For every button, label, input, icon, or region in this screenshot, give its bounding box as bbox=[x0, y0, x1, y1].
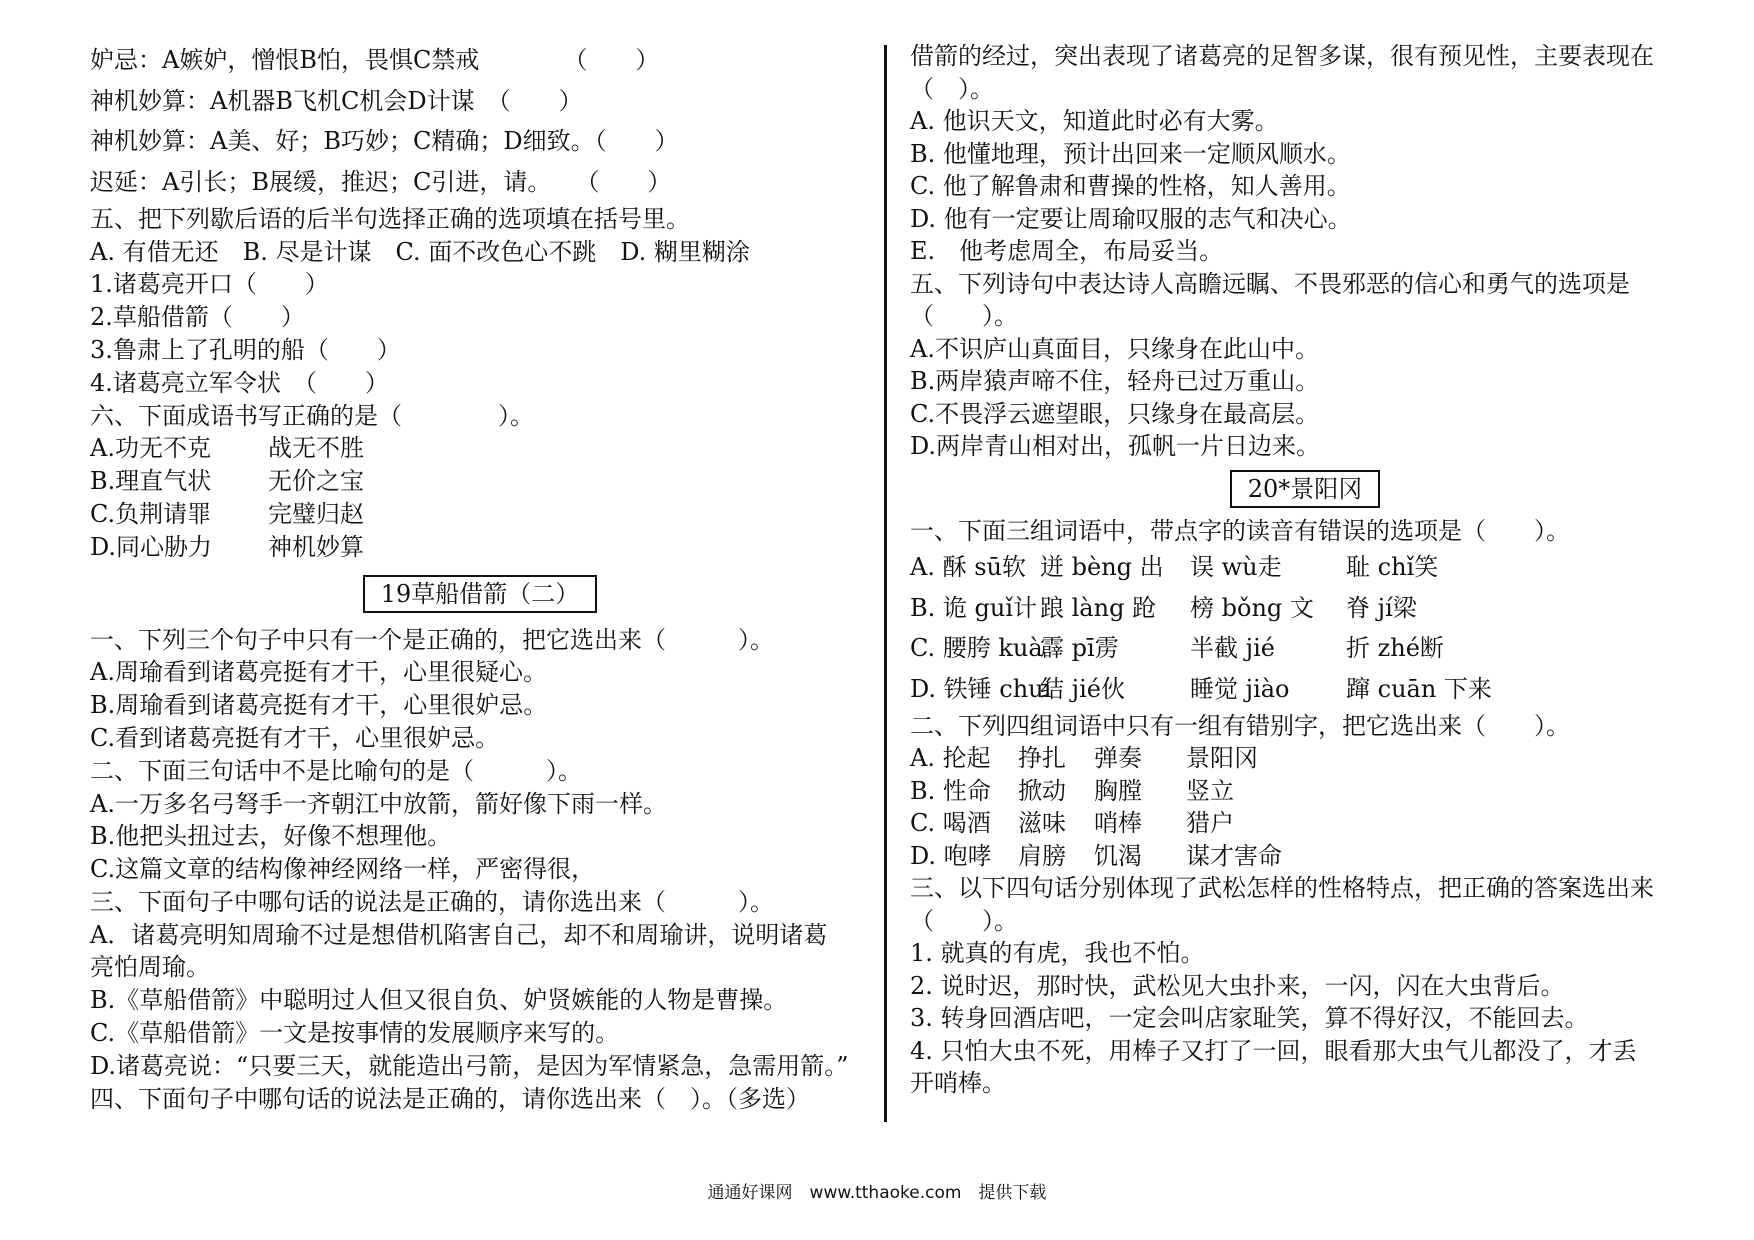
option-cell: 竖立 bbox=[1186, 776, 1234, 805]
text-line: A.一万多名弓弩手一齐朝江中放箭，箭好像下雨一样。 bbox=[90, 789, 667, 818]
option-row bbox=[910, 547, 1700, 588]
option-cell: 半截 jié bbox=[1190, 634, 1275, 663]
option-cell: 迸 bèng 出 bbox=[1040, 553, 1164, 581]
option-row bbox=[910, 840, 1700, 873]
option-cell: 猎户 bbox=[1186, 809, 1234, 838]
text-line: C.看到诸葛亮挺有才干，心里很妒忌。 bbox=[90, 723, 500, 752]
option-cell: 谋才害命 bbox=[1186, 841, 1282, 870]
footer-credit: 通通好课网 www.tthaoke.com 提供下载 bbox=[707, 1183, 1047, 1203]
option-cell: 弹奏 bbox=[1094, 744, 1142, 773]
option-cell: 哨棒 bbox=[1094, 809, 1142, 838]
option-cell: C. 腰胯 kuà bbox=[910, 634, 1043, 663]
text-line: 二、下面三句话中不是比喻句的是（ ）。 bbox=[90, 756, 582, 785]
option-cell: 胸膛 bbox=[1094, 776, 1142, 805]
option-row bbox=[910, 588, 1700, 629]
option-cell: A. 酥 sū软 bbox=[910, 553, 1026, 581]
option-row bbox=[910, 807, 1700, 840]
text-line: A．诸葛亮明知周瑜不过是想借机陷害自己，却不和周瑜讲，说明诸葛 bbox=[90, 920, 828, 949]
text-line: 妒忌：A嫉妒，憎恨B怕，畏惧C禁戒 （ ） bbox=[90, 46, 660, 74]
option-cell: A. 抡起 bbox=[910, 744, 991, 773]
option-cell: D. 咆哮 bbox=[910, 841, 992, 870]
option-cell: 战无不胜 bbox=[268, 434, 364, 463]
text-line: 四、下面句子中哪句话的说法是正确的，请你选出来（ ）。（多选） bbox=[90, 1084, 810, 1113]
right-column bbox=[910, 40, 1700, 1100]
text-line: 3.鲁肃上了孔明的船（ ） bbox=[90, 335, 401, 364]
option-cell: B. 诡 guǐ计 bbox=[910, 593, 1038, 622]
text-line: 4. 只怕大虫不死，用棒子又打了一回，眼看那大虫气儿都没了，才丢 bbox=[910, 1036, 1637, 1065]
option-cell: 榜 bǒng 文 bbox=[1190, 593, 1314, 622]
text-line: 三、以下四句话分别体现了武松怎样的性格特点，把正确的答案选出来 bbox=[910, 874, 1654, 903]
option-cell: 景阳冈 bbox=[1186, 744, 1258, 773]
option-cell: B.理直气状 bbox=[90, 467, 212, 496]
option-cell: 掀动 bbox=[1018, 776, 1066, 805]
text-line: C.不畏浮云遮望眼，只缘身在最高层。 bbox=[910, 399, 1320, 428]
left-column bbox=[90, 40, 870, 1115]
text-line: A.不识庐山真面目，只缘身在此山中。 bbox=[910, 334, 1319, 363]
option-row bbox=[910, 775, 1700, 808]
option-cell: 无价之宝 bbox=[268, 467, 364, 496]
text-line: C. 他了解鲁肃和曹操的性格，知人善用。 bbox=[910, 172, 1351, 200]
text-line: D.诸葛亮说：“只要三天，就能造出弓箭，是因为军情紧急，急需用箭。” bbox=[90, 1051, 849, 1080]
text-line: （ ）。 bbox=[910, 906, 1018, 935]
option-cell: 结 jié伙 bbox=[1040, 675, 1125, 704]
text-line: 一、下列三个句子中只有一个是正确的，把它选出来（ ）。 bbox=[90, 625, 774, 654]
option-cell: 脊 jí梁 bbox=[1346, 593, 1417, 622]
option-cell: 神机妙算 bbox=[268, 532, 364, 561]
option-cell: D. 铁锤 chuí bbox=[910, 675, 1052, 704]
option-cell: 饥渴 bbox=[1094, 841, 1142, 870]
text-line: 3. 转身回酒店吧，一定会叫店家耻笑，算不得好汉，不能回去。 bbox=[910, 1004, 1589, 1033]
text-line: A. 有借无还 B. 尽是计谋 C. 面不改色心不跳 D. 糊里糊涂 bbox=[90, 237, 750, 266]
option-cell: 完璧归赵 bbox=[268, 499, 364, 528]
option-cell: B. 性命 bbox=[910, 776, 991, 805]
text-line: A. 他识天文，知道此时必有大雾。 bbox=[910, 107, 1279, 135]
text-line: 亮怕周瑜。 bbox=[90, 953, 210, 982]
text-line: 1. 就真的有虎，我也不怕。 bbox=[910, 939, 1205, 968]
option-cell: 误 wù走 bbox=[1190, 553, 1282, 581]
text-line: 开哨棒。 bbox=[910, 1069, 1006, 1098]
option-cell: D.同心胁力 bbox=[90, 532, 213, 561]
option-cell: 霹 pī雳 bbox=[1040, 634, 1119, 663]
text-line: 五、下列诗句中表达诗人高瞻远瞩、不畏邪恶的信心和勇气的选项是 bbox=[910, 269, 1630, 298]
option-cell: C. 喝酒 bbox=[910, 809, 991, 838]
section-title-box: 19草船借箭（二） bbox=[363, 575, 598, 613]
option-row bbox=[910, 628, 1700, 669]
section-title-19 bbox=[90, 564, 870, 624]
text-line: 4.诸葛亮立军令状 （ ） bbox=[90, 368, 389, 397]
text-line: 2.草船借箭（ ） bbox=[90, 303, 305, 332]
option-row bbox=[910, 669, 1700, 710]
section-title-20 bbox=[910, 463, 1700, 515]
option-cell: C.负荆请罪 bbox=[90, 499, 212, 528]
option-cell: 挣扎 bbox=[1018, 744, 1066, 773]
text-line: 1.诸葛亮开口（ ） bbox=[90, 270, 329, 299]
option-row bbox=[90, 531, 870, 564]
text-line: E. 他考虑周全，布局妥当。 bbox=[910, 237, 1224, 265]
text-line: D. 他有一定要让周瑜叹服的志气和决心。 bbox=[910, 204, 1352, 233]
option-cell: 睡觉 jiào bbox=[1190, 675, 1290, 704]
text-line: B.周瑜看到诸葛亮挺有才干，心里很妒忌。 bbox=[90, 691, 548, 720]
text-line: 神机妙算：A美、好；B巧妙；C精确；D细致。（ ） bbox=[90, 127, 679, 156]
text-line: B.他把头扭过去，好像不想理他。 bbox=[90, 822, 452, 851]
text-line: 五、把下列歇后语的后半句选择正确的选项填在括号里。 bbox=[90, 204, 690, 233]
text-line: （ ）。 bbox=[910, 302, 1018, 330]
text-line: 借箭的经过，突出表现了诸葛亮的足智多谋，很有预见性，主要表现在 bbox=[910, 42, 1654, 70]
text-line: 迟延：A引长；B展缓，推迟；C引进，请。 （ ） bbox=[90, 168, 672, 197]
text-line: B.《草船借箭》中聪明过人但又很自负、妒贤嫉能的人物是曹操。 bbox=[90, 986, 788, 1015]
text-line: 神机妙算：A机器B飞机C机会D计谋 （ ） bbox=[90, 86, 583, 115]
text-line: B.两岸猿声啼不住，轻舟已过万重山。 bbox=[910, 367, 1320, 395]
option-cell: 耻 chǐ笑 bbox=[1346, 553, 1439, 581]
text-line: D.两岸青山相对出，孤帆一片日边来。 bbox=[910, 432, 1321, 460]
text-line: 六、下面成语书写正确的是（ ）。 bbox=[90, 401, 534, 430]
option-row bbox=[910, 742, 1700, 775]
text-line: （ ）。 bbox=[910, 74, 994, 103]
text-line: 三、下面句子中哪句话的说法是正确的，请你选出来（ ）。 bbox=[90, 887, 774, 916]
option-cell: A.功无不克 bbox=[90, 434, 211, 463]
text-line: C.这篇文章的结构像神经网络一样，严密得很， bbox=[90, 855, 596, 884]
text-line: B. 他懂地理，预计出回来一定顺风顺水。 bbox=[910, 139, 1351, 168]
text-line: C.《草船借箭》一文是按事情的发展顺序来写的。 bbox=[90, 1019, 620, 1048]
option-cell: 折 zhé断 bbox=[1346, 634, 1444, 663]
option-cell: 滋味 bbox=[1018, 809, 1066, 838]
text-line: A.周瑜看到诸葛亮挺有才干，心里很疑心。 bbox=[90, 658, 547, 687]
option-row bbox=[90, 432, 870, 465]
section-title-box: 20*景阳冈 bbox=[1230, 470, 1381, 508]
text-line: 2. 说时迟，那时快，武松见大虫扑来，一闪，闪在大虫背后。 bbox=[910, 971, 1565, 1000]
option-cell: 肩膀 bbox=[1018, 841, 1066, 870]
option-row bbox=[90, 465, 870, 498]
option-cell: 踉 làng 跄 bbox=[1040, 593, 1157, 622]
option-cell: 蹿 cuān 下来 bbox=[1346, 675, 1492, 704]
question-line: 一、下面三组词语中，带点字的读音有错误的选项是（ ）。 bbox=[910, 516, 1570, 545]
column-divider bbox=[884, 45, 887, 1122]
question-line: 二、下列四组词语中只有一组有错别字，把它选出来（ ）。 bbox=[910, 711, 1570, 740]
option-row bbox=[90, 498, 870, 531]
